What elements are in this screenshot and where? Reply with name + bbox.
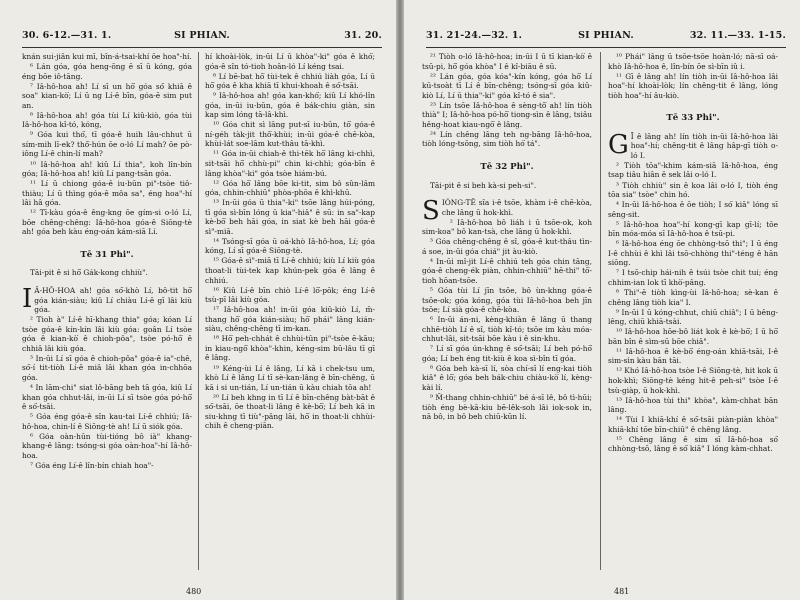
- chapter-title-32: Tē 32 Phi".: [480, 161, 534, 172]
- left-col1-pre-verses: [22, 52, 192, 237]
- drop-cap: G: [608, 129, 629, 160]
- chapter-33-verse-1: Ī ê lâng ah! lín tiòh in-ūi Iâ-hô-hoa lâi hoa"-hí; chêng-tit ê lâng hâp-gī tiòh o-ló I.: [630, 131, 778, 160]
- verse-paragraph: ⁷ I tsō-chip hái-nih ê tsúi tsòe chit tui; éng chhim-ian lok tī khò͘-pâng.: [608, 268, 778, 287]
- verse-paragraph: ¹² Tī-kàu góa-ê êng-kng ōe gím-si o-ló Lí, bōe chêng-chêng: Iâ-hô-hoa góa-ê Siōng-tè ah! góa beh kàu éng-oán kám-siā Lí.: [22, 208, 192, 237]
- verse-paragraph: ⁷ Lí sī góa ún-khng ê só͘-tsāi; Lí beh pó-hō͘ góa; Lí beh éng tit-kiù ê koa sì-bîn tī góa.: [422, 344, 592, 363]
- left-header-rule: [22, 47, 382, 48]
- right-column-2: [608, 52, 778, 586]
- verse-paragraph: ¹³ In-ūi góa ū thia"-ki" tsōe lâng húi-póng, tī góa sì-bīn lóng ū kia"-hiâ" ê sū: in sa"-kap kè-bō͘ beh hāi góa, in siat kè beh hāi góa-ê sì"-miā.: [205, 198, 375, 236]
- verse-paragraph: ⁷ Góa éng Lí-ê lîn-bín chiah hoa"-: [30, 460, 154, 470]
- verse-paragraph: ¹⁷ Iâ-hô-hoa ah! in-ūi góa kiû-kiò Lí, m̄-thang hō͘ góa kián-siàu; hō͘ phái" lâng kián-siàu, chêng-chêng tī im-kan.: [205, 305, 375, 334]
- left-page-number: 480: [186, 587, 202, 596]
- verse-paragraph: ²⁴ Lín chêng lâng teh ng-bāng Iâ-hô-hoa, tiòh lóng-tsōng, sim tiòh hó͘ tá".: [422, 129, 592, 149]
- chapter-title-33: Tē 33 Phi".: [666, 113, 720, 124]
- left-page-header: [22, 30, 382, 44]
- left-header-verse-range: 30. 6-12.—31. 1.: [22, 30, 112, 41]
- verse-paragraph: ⁹ M̄-thang chhin-chhiū" bé á-sī lê, bô tì-hūi; tiòh éng bè-kā-kiu bē-lêk-soh lâi iok-sok in, nā bô, in bô beh chiū-kūn lí.: [422, 393, 592, 422]
- verse-paragraph: ⁵ Iâ-hô-hoa hoa"-hí kong-gī kap gī-lí; tōe bīn móa-móa sī Iâ-hô-hoa ê tsū-pi.: [608, 219, 778, 239]
- verse-paragraph: ¹² Khó Iâ-hô-hoa tsòe I-ê Siōng-tè, hit kok ū hok-khì; Siōng-tè kéng hit-ê peh-si" tsòe I-ê tsù-giàp, ū hok-khì.: [608, 366, 778, 395]
- right-header-book-title: SI PHIAN.: [578, 30, 634, 41]
- verse-paragraph: ¹¹ Gī ê lâng ah! lín tiòh in-ūi Iâ-hô-hoa lâi hoa"-hí khoài-lòk; lín chêng-tit ê lâng, lóng tiòh hoa"-hí âu-kiò.: [608, 71, 778, 100]
- chapter-31-opening: [22, 283, 192, 315]
- verse-paragraph: ¹¹ Góa in-ūi chiah-ê thi-tēk hō͘ lâng ki-chhì, sit-tsāi hō͘ chhù-pi" chin ki-chhì; góa-bīn ê lâng khòa"-ki" góa tsòe hiám-bú.: [205, 149, 375, 178]
- verse-paragraph: ² Iâ-hô-hoa bô liáh i ū tsōe-ok, koh sim-koa" bô kan-tsà, che lâng ū hok-khì.: [422, 217, 592, 237]
- verse-paragraph: ¹⁶ Kiû Lí-ê bīn chiò Lí-ê lō͘-pōk; éng Lí-ê tsù-pī lâi kiù góa.: [205, 285, 375, 305]
- verse-paragraph: knán sui-jiân kui mī, bîn-á-tsai-khí ōe hoa"-hí.: [22, 52, 192, 61]
- verse-paragraph: ³ Tiòh chhiù" sin ê koa lâi o-ló I, tiòh éng tōa sia" tsòe" chin hó.: [608, 180, 778, 200]
- verse-paragraph: ³ Góa chêng-chêng ê sî, góa-ê kut-thâu tìn-á soe, in-ūi góa chiá" jit àu-kiò.: [422, 237, 592, 256]
- chapter-title-31: Tē 31 Phi".: [80, 249, 134, 260]
- verse-paragraph: ² Tiòh tōa"-khim kám-siā Iâ-hô-hoa, éng tsap tiâu hiân ê sek lâi o-ló I.: [608, 160, 778, 180]
- right-page-header: [426, 30, 786, 44]
- verse-paragraph: ⁶ Góa oàn-hūn tùi-tióng bô ià" khang-khang-ê lāng: tsóng-si góa oàn-hoa"-hí Iâ-hô-hoa.: [22, 431, 192, 460]
- left-col1-post-verses: [22, 315, 192, 470]
- verse-paragraph: ¹⁴ Tùi I khiā-khí ê só͘-tsāi piàn-piàn khòa" khiā-khí tōe bīn-chiū" ê chêng lâng.: [608, 415, 778, 434]
- left-page: [0, 0, 396, 600]
- verse-paragraph: ¹⁰ Góa chit sì lâng put-sī iu-būn, tō͘ góa-ê ní-géh tàk-jit thô͘-khùi; in-ūi góa-ê chē-kòa, khùi-lát soe-lām kut-thâu tā-khì.: [205, 120, 375, 149]
- chapter-summary-32: Tāi-pit ê si beh kà-si peh-si".: [430, 180, 537, 190]
- verse-paragraph: ⁹ In-ūi I ū kóng-chhut, chiū chiâ"; I ū bêng-lêng, chiū khiā-tsài.: [608, 307, 778, 327]
- verse-paragraph: hí khoài-lòk, in-ūi Lí ū khòa"-ki" góa ê khó͘; góa-ê sîn tó-tioh hoân-ló Lí kéng tsai.: [205, 52, 375, 71]
- left-column-1: [22, 52, 192, 586]
- left-col2-verses: [205, 52, 375, 431]
- verse-paragraph: ⁵ Góa éng góa-ê sîn kau-tai Lí-ê chhiú; Iâ-hô-hoa, chin-lí ê Siōng-tè ah! Lí ū siók góa.: [22, 412, 192, 431]
- chapter-31-verse-1: Â-HÔ-HOA ah! góa só͘-khò Lí, bô-tit hō͘ góa kián-siàu; kiû Lí chiàu Lí-ê gī lâi kiù góa.: [34, 285, 192, 315]
- verse-paragraph: ¹² Góa hō͘ lâng bōe ki-tit, sim bô sûn-lâm góa, chhin-chhiū" phòa-phōa ê khì-khū.: [205, 178, 375, 198]
- drop-cap: I: [22, 283, 33, 314]
- right-page: [404, 0, 800, 600]
- verse-paragraph: ⁸ Lí bē-bat hō͘ tùi-tek ê chhiú liàh góa, Lí ū hō͘ góa ê kha khiā tī khui-khoah ê só͘-tsāi.: [205, 71, 375, 91]
- verse-paragraph: ¹⁹ Kéng-ùi Lí ê lâng, Lí kā i chek-tsu um, khò Lí ê lâng Lí tī sè-kan-lâng ê bīn-chêng, ū kā i si un-tián, Lí un-tián ū kàu chiah tōa ah!: [205, 363, 375, 392]
- verse-paragraph: ²¹ Tiòh o-ló Iâ-hô-hoa; in-ūi I ū tī kian-kò͘ ê tsū-pi, hō͘ góa khòa" I ê kî-biāu ê sū.: [422, 52, 592, 71]
- right-column-divider: [600, 52, 601, 570]
- right-header-verse-end: 32. 11.—33. 1-15.: [689, 30, 786, 41]
- verse-paragraph: ² Tioh à" Lí-ê hī-khang thia" góa; kóan Lí tsòe góa-ê kín-kín lâi kiù góa: goân Lí tsòe góa ê kian-kò͘ ê chioh-pôa", tsòe pó-hō͘ ê chhiâ lâi kiù góa.: [22, 315, 192, 353]
- left-header-book-title: SI PHIAN.: [174, 30, 230, 41]
- chapter-summary-31: Tāi-pit ê si hō͘ Gák-kong chhiù".: [30, 268, 148, 278]
- right-page-number: 481: [614, 587, 630, 596]
- chapter-32-verse-1: IÓNG-TÊ sîa i-ê tsōe, khàm i-ê chē-kòa, che lâng ū hok-khì.: [441, 198, 592, 217]
- verse-paragraph: ¹⁰ Phái" lâng ū tsōe-tsōe hoàn-ló; nā-sī oá-khò Iâ-hô-hoa ê, lîn-bín ōe sì-bīn iû i.: [608, 52, 778, 71]
- verse-paragraph: ⁸ Góa beh kà-sī lí, sòa chí-sī lí eng-kai tiòh kiâ" ê lō͘; góa beh bák-chiu chiàu-kò͘ lí, kèng-kài lí.: [422, 363, 592, 392]
- verse-paragraph: ⁵ Góa tùi Lí jīn tsōe, bô ùn-khng góa-ê tsōe-ok; góa kóng, góa tùi Iâ-hô-hoa beh jīn tsōe; Lí sià góa-ê chē-kòa.: [422, 285, 592, 315]
- left-column-divider: [198, 52, 199, 570]
- left-column-2: [205, 52, 375, 586]
- verse-paragraph: ²² Lán góa, góa kóa"-kín kóng, góa hō͘ Lí kū-tsoàt tī Lí ê bīn-chêng; tsóng-sī góa kiû-kiò Lí, Lí ū thia"-ki" góa kî-tó ê sia".: [422, 71, 592, 100]
- verse-paragraph: ⁴ In lām-chi" siat lô-bāng beh tā góa, kiû Lí khan góa chhut-lâi, in-ūi Lí sī tsòe góa pó-hō͘ ê só͘-tsāi.: [22, 382, 192, 412]
- right-col2-post-verses: [608, 161, 778, 454]
- right-col1-pre-verses: [422, 52, 592, 149]
- verse-paragraph: ²³ Lín tsōe Iâ-hô-hoa ê sèng-tô͘ ah! lín tiòh thià" I; Iâ-hô-hoa pó-hō͘ tiong-sìn ê lâng, tsiâu hêng-hoat kiau-ngō͘ ê lâng.: [422, 100, 592, 129]
- verse-paragraph: ³ In-ūi Lí sī góa ê chioh-pôa" góa-ê ia"-chê, só͘-í tit-tiòh Lí-ê miâ lâi khan góa in-chhōa góa.: [22, 353, 192, 382]
- verse-paragraph: ⁹ Góa kui thó͘, tī góa-ê huih lâu-chhut ū sím-mih lī-ek? thô͘-hún ōe o-ló Lí mah? ōe pò-iông Lí-ê chin-lí mah?: [22, 130, 192, 159]
- verse-paragraph: ⁴ In-ūi Iâ-hô-hoa ê ōe tiòh; I só͘ kiâ" lóng sī sêng-sit.: [608, 200, 778, 219]
- verse-paragraph: ¹¹ Lí ū chiong góa-ê iu-būn pi"-tsòe tiô-thiàu; Lí ū thìng góa-ê môa sa", éng hoa"-hí lâi hâ góa.: [22, 179, 192, 208]
- right-col2-pre-verses: [608, 52, 778, 100]
- right-header-rule: [426, 47, 786, 48]
- verse-paragraph: ⁸ Thi"-ē tiòh kìng-ùi Iâ-hô-hoa; sè-kan ê chêng lâng tiòh kia" I.: [608, 288, 778, 307]
- verse-paragraph: ⁶ Iâ-hô-hoa éng ōe chhòng-tsō thi"; I ū éng I-ê chhùi ê khì lâi tsō-chhòng thi"-téng ê hān siōng.: [608, 239, 778, 268]
- left-header-verse-end: 31. 20.: [344, 30, 382, 41]
- right-col1-post-verses: [422, 218, 592, 422]
- right-header-verse-range: 31. 21-24.—32. 1.: [426, 30, 523, 41]
- drop-cap: S: [422, 196, 440, 227]
- verse-paragraph: ⁴ In-ūi mî-jit Lí-ê chhiú teh góa chin tāng, góa-ê cheng-ék piàn, chhin-chhiū" hē-thi" tō͘-tioh hōan-tsōe.: [422, 256, 592, 285]
- verse-paragraph: ²⁰ Lí beh khng in tī Lí ê bīn-chêng bàt-bāt ê só͘-tsāi, ōe thoat-li lâng ê kè-bō͘; Lí beh kā in siu-khng tī tiù"-pâng lāi, hō͘ in thoat-li chhùi-chih ê cheng-piān.: [205, 392, 375, 431]
- verse-paragraph: ⁶ In-ūi án-ni, kèng-khiàn ê lâng ū thang chhē-tiòh Lí ê sî, tiòh kî-tó; tsōe im kàu móa-chhut-lâi, sit-tsāi bōe kàu i ê sin-khu.: [422, 315, 592, 344]
- verse-paragraph: ⁹ Iâ-hô-hoa ah! góa kan-khó͘; kiû Lí khó-lîn góa, in-ūi iu-būn, góa ê bák-chiu giàn, sin kap sim lóng tā-lâ-khì.: [205, 91, 375, 120]
- verse-paragraph: ¹³ Iâ-hô-hoa tùi thi" khòa", kàm-chhat bān lâng.: [608, 395, 778, 415]
- right-column-1: [422, 52, 592, 586]
- verse-paragraph: ¹⁴ Tsóng-sī góa ū oá-khò Iâ-hô-hoa, Lí; góa kóng, Lí sī góa-ê Siōng-tè.: [205, 236, 375, 256]
- verse-paragraph: ⁸ Iâ-hô-hoa ah! góa tùi Lí kiû-kiò, góa tùi Iâ-hô-hoa kî-tó, kóng,: [22, 110, 192, 130]
- chapter-33-opening: [608, 129, 778, 161]
- verse-paragraph: ⁷ Iâ-hô-hoa ah! Lí sī un hō͘ góa só͘ khiā ê soa" kian-kò͘; Lí ū ng Lí-ê bīn, góa-ē sim put an.: [22, 81, 192, 110]
- verse-paragraph: ¹¹ Iâ-hô-hoa ê kè-bō͘ éng-oán khiā-tsāi, I-ê sim-sìn kàu bān tāi.: [608, 346, 778, 366]
- verse-paragraph: ¹⁸ Hō͘ peh-chhát ê chhùi-tûn pi"-tsòe ē-kāu; in kiau-ngō͘ khòa"-khin, kéng-sim bū-lâu tī gī ê lâng.: [205, 334, 375, 363]
- verse-paragraph: ¹⁵ Chêng lâng ê sim sī Iâ-hô-hoa só͘ chhòng-tsō, lâng ê só͘ kiâ" I lóng kàm-chhat.: [608, 434, 778, 454]
- verse-paragraph: ¹⁵ Góa-ê sì"-miā tī Lí-ê chhiú; kiù Lí kiù góa thoat-li tùi-tek kap khún-pek góa ê lâng ê chhiú.: [205, 256, 375, 285]
- verse-paragraph: ¹⁰ Iâ-hô-hoa ah! kiû Lí thia", koh lîn-bín góa; Iâ-hô-hoa ah! kiû Lí pang-tsān góa.: [22, 159, 192, 179]
- book-gutter: [396, 0, 404, 600]
- verse-paragraph: ⁶ Lán góa, góa heng-ōng ē sī ū kóng, góa éng bōe iô-tāng.: [22, 62, 192, 81]
- verse-paragraph: ¹⁰ Iâ-hô-hoa hōe-bô liát kok ê kè-bō͘; I ū hō͘ bān bîn ê sìm-sū bōe chiâ".: [608, 327, 778, 346]
